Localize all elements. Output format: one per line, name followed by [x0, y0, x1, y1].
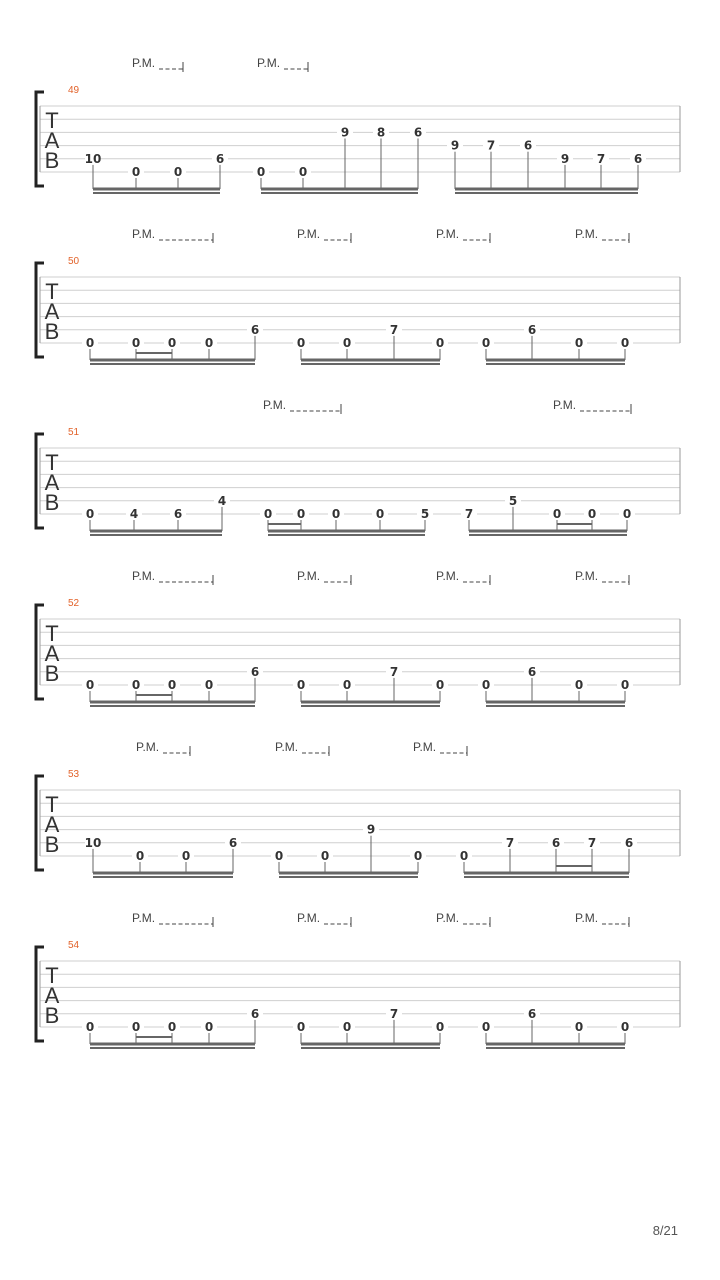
tab-system	[36, 911, 680, 1049]
beam-primary	[301, 1043, 440, 1046]
tab-letter: B	[44, 490, 60, 515]
beam-primary	[469, 530, 627, 533]
fret-number: 5	[508, 493, 518, 508]
measure-number: 49	[68, 85, 80, 96]
fret-number: 6	[551, 835, 561, 850]
measure-number: 51	[68, 427, 80, 438]
fret-number: 0	[481, 336, 491, 350]
fret-number: 6	[173, 507, 183, 521]
tab-system	[36, 398, 680, 536]
beam-secondary	[464, 876, 629, 878]
measure-number: 53	[68, 769, 80, 780]
fret-number: 0	[131, 165, 141, 179]
fret-number: 0	[131, 336, 141, 350]
fret-number: 6	[527, 664, 537, 679]
fret-number: 0	[481, 1020, 491, 1034]
fret-number: 0	[620, 1020, 630, 1034]
fret-number: 0	[131, 1020, 141, 1034]
beam-primary	[268, 530, 425, 533]
beam-secondary	[90, 534, 222, 536]
beam-sixteenth	[136, 694, 172, 696]
beam-sixteenth	[556, 865, 592, 867]
fret-number: 0	[167, 1020, 177, 1034]
fret-number: 8	[376, 125, 386, 140]
fret-number: 6	[527, 322, 537, 337]
fret-number: 10	[84, 151, 102, 166]
tab-letter: B	[44, 1003, 60, 1028]
fret-number: 0	[85, 1020, 95, 1034]
palm-mute-label: P.M.	[297, 227, 321, 241]
tab-letter: A	[44, 983, 60, 1008]
fret-number: 6	[250, 1006, 260, 1021]
beam-primary	[455, 188, 638, 191]
palm-mute-label: P.M.	[575, 569, 599, 583]
fret-number: 0	[298, 165, 308, 179]
beam-primary	[301, 701, 440, 704]
fret-number: 0	[256, 165, 266, 179]
beam-primary	[90, 530, 222, 533]
fret-number: 0	[135, 849, 145, 863]
beam-secondary	[469, 534, 627, 536]
fret-number: 0	[296, 678, 306, 692]
fret-number: 0	[622, 507, 632, 521]
fret-number: 0	[320, 849, 330, 863]
fret-number: 0	[167, 336, 177, 350]
beam-primary	[486, 359, 625, 362]
fret-number: 0	[435, 678, 445, 692]
beam-secondary	[90, 363, 255, 365]
palm-mute-label: P.M.	[436, 227, 460, 241]
fret-number: 0	[574, 678, 584, 692]
beam-secondary	[268, 534, 425, 536]
tab-system	[36, 569, 680, 707]
beam-secondary	[93, 192, 220, 194]
beam-primary	[93, 872, 233, 875]
fret-number: 7	[464, 507, 474, 521]
beam-secondary	[301, 705, 440, 707]
fret-number: 4	[217, 493, 227, 508]
palm-mute-label: P.M.	[275, 740, 299, 754]
beam-primary	[90, 1043, 255, 1046]
fret-number: 9	[366, 822, 376, 837]
tab-letter: T	[45, 621, 59, 646]
fret-number: 0	[620, 678, 630, 692]
beam-secondary	[93, 876, 233, 878]
fret-number: 0	[85, 336, 95, 350]
fret-number: 0	[342, 336, 352, 350]
fret-number: 9	[560, 151, 570, 166]
fret-number: 6	[633, 151, 643, 166]
beam-secondary	[301, 1047, 440, 1049]
fret-number: 0	[552, 507, 562, 521]
fret-number: 6	[413, 125, 423, 140]
fret-number: 7	[486, 138, 496, 153]
palm-mute-label: P.M.	[413, 740, 437, 754]
measure-number: 50	[68, 256, 80, 267]
fret-number: 0	[204, 678, 214, 692]
fret-number: 0	[131, 678, 141, 692]
tab-letter: B	[44, 661, 60, 686]
fret-number: 0	[85, 678, 95, 692]
palm-mute-label: P.M.	[553, 398, 577, 412]
fret-number: 0	[167, 678, 177, 692]
beam-sixteenth	[136, 352, 172, 354]
fret-number: 0	[459, 849, 469, 863]
palm-mute-label: P.M.	[436, 569, 460, 583]
fret-number: 0	[435, 1020, 445, 1034]
beam-primary	[90, 359, 255, 362]
tab-letter: T	[45, 450, 59, 475]
page-number: 8/21	[652, 1223, 678, 1238]
fret-number: 5	[420, 507, 430, 521]
fret-number: 0	[375, 507, 385, 521]
beam-primary	[301, 359, 440, 362]
beam-secondary	[261, 192, 418, 194]
fret-number: 0	[204, 336, 214, 350]
beam-secondary	[486, 1047, 625, 1049]
fret-number: 10	[84, 835, 102, 850]
palm-mute-label: P.M.	[436, 911, 460, 925]
palm-mute-label: P.M.	[575, 911, 599, 925]
fret-number: 0	[342, 678, 352, 692]
fret-number: 0	[574, 336, 584, 350]
fret-number: 6	[624, 835, 634, 850]
tab-letter: A	[44, 641, 60, 666]
tab-letter: B	[44, 148, 60, 173]
tab-system	[36, 227, 680, 365]
fret-number: 0	[481, 678, 491, 692]
tab-system	[36, 56, 680, 194]
fret-number: 6	[527, 1006, 537, 1021]
tab-letter: B	[44, 832, 60, 857]
fret-number: 0	[85, 507, 95, 521]
fret-number: 7	[389, 1006, 399, 1021]
beam-secondary	[301, 363, 440, 365]
fret-number: 6	[228, 835, 238, 850]
tab-system	[36, 740, 680, 878]
tab-letter: T	[45, 108, 59, 133]
fret-number: 0	[342, 1020, 352, 1034]
tab-letter: T	[45, 792, 59, 817]
tab-letter: T	[45, 279, 59, 304]
tab-letter: A	[44, 812, 60, 837]
fret-number: 0	[296, 1020, 306, 1034]
palm-mute-label: P.M.	[257, 56, 281, 70]
palm-mute-label: P.M.	[297, 911, 321, 925]
beam-secondary	[486, 363, 625, 365]
beam-secondary	[455, 192, 638, 194]
fret-number: 6	[523, 138, 533, 153]
fret-number: 0	[296, 336, 306, 350]
fret-number: 7	[389, 664, 399, 679]
beam-sixteenth	[557, 523, 592, 525]
fret-number: 6	[250, 664, 260, 679]
fret-number: 0	[296, 507, 306, 521]
fret-number: 0	[263, 507, 273, 521]
tab-letter: B	[44, 319, 60, 344]
fret-number: 0	[620, 336, 630, 350]
tab-letter: A	[44, 128, 60, 153]
measure-number: 54	[68, 940, 80, 951]
fret-number: 7	[596, 151, 606, 166]
tab-letter: A	[44, 299, 60, 324]
fret-number: 0	[413, 849, 423, 863]
fret-number: 0	[331, 507, 341, 521]
fret-number: 0	[574, 1020, 584, 1034]
beam-secondary	[90, 705, 255, 707]
fret-number: 7	[389, 322, 399, 337]
fret-number: 4	[129, 507, 139, 521]
palm-mute-label: P.M.	[136, 740, 160, 754]
fret-number: 0	[435, 336, 445, 350]
beam-secondary	[90, 1047, 255, 1049]
fret-number: 0	[181, 849, 191, 863]
fret-number: 9	[340, 125, 350, 140]
beam-primary	[486, 1043, 625, 1046]
tab-letter: A	[44, 470, 60, 495]
beam-sixteenth	[136, 1036, 172, 1038]
beam-sixteenth	[268, 523, 301, 525]
palm-mute-label: P.M.	[132, 227, 156, 241]
beam-secondary	[486, 705, 625, 707]
beam-primary	[486, 701, 625, 704]
fret-number: 6	[250, 322, 260, 337]
beam-primary	[261, 188, 418, 191]
tab-letter: T	[45, 963, 59, 988]
palm-mute-label: P.M.	[132, 911, 156, 925]
palm-mute-label: P.M.	[132, 56, 156, 70]
fret-number: 9	[450, 138, 460, 153]
beam-primary	[464, 872, 629, 875]
fret-number: 7	[587, 835, 597, 850]
beam-primary	[279, 872, 418, 875]
fret-number: 0	[274, 849, 284, 863]
palm-mute-label: P.M.	[297, 569, 321, 583]
fret-number: 0	[587, 507, 597, 521]
fret-number: 0	[173, 165, 183, 179]
fret-number: 7	[505, 835, 515, 850]
palm-mute-label: P.M.	[575, 227, 599, 241]
palm-mute-label: P.M.	[263, 398, 287, 412]
fret-number: 0	[204, 1020, 214, 1034]
palm-mute-label: P.M.	[132, 569, 156, 583]
measure-number: 52	[68, 598, 80, 609]
beam-primary	[93, 188, 220, 191]
fret-number: 6	[215, 151, 225, 166]
beam-secondary	[279, 876, 418, 878]
beam-primary	[90, 701, 255, 704]
